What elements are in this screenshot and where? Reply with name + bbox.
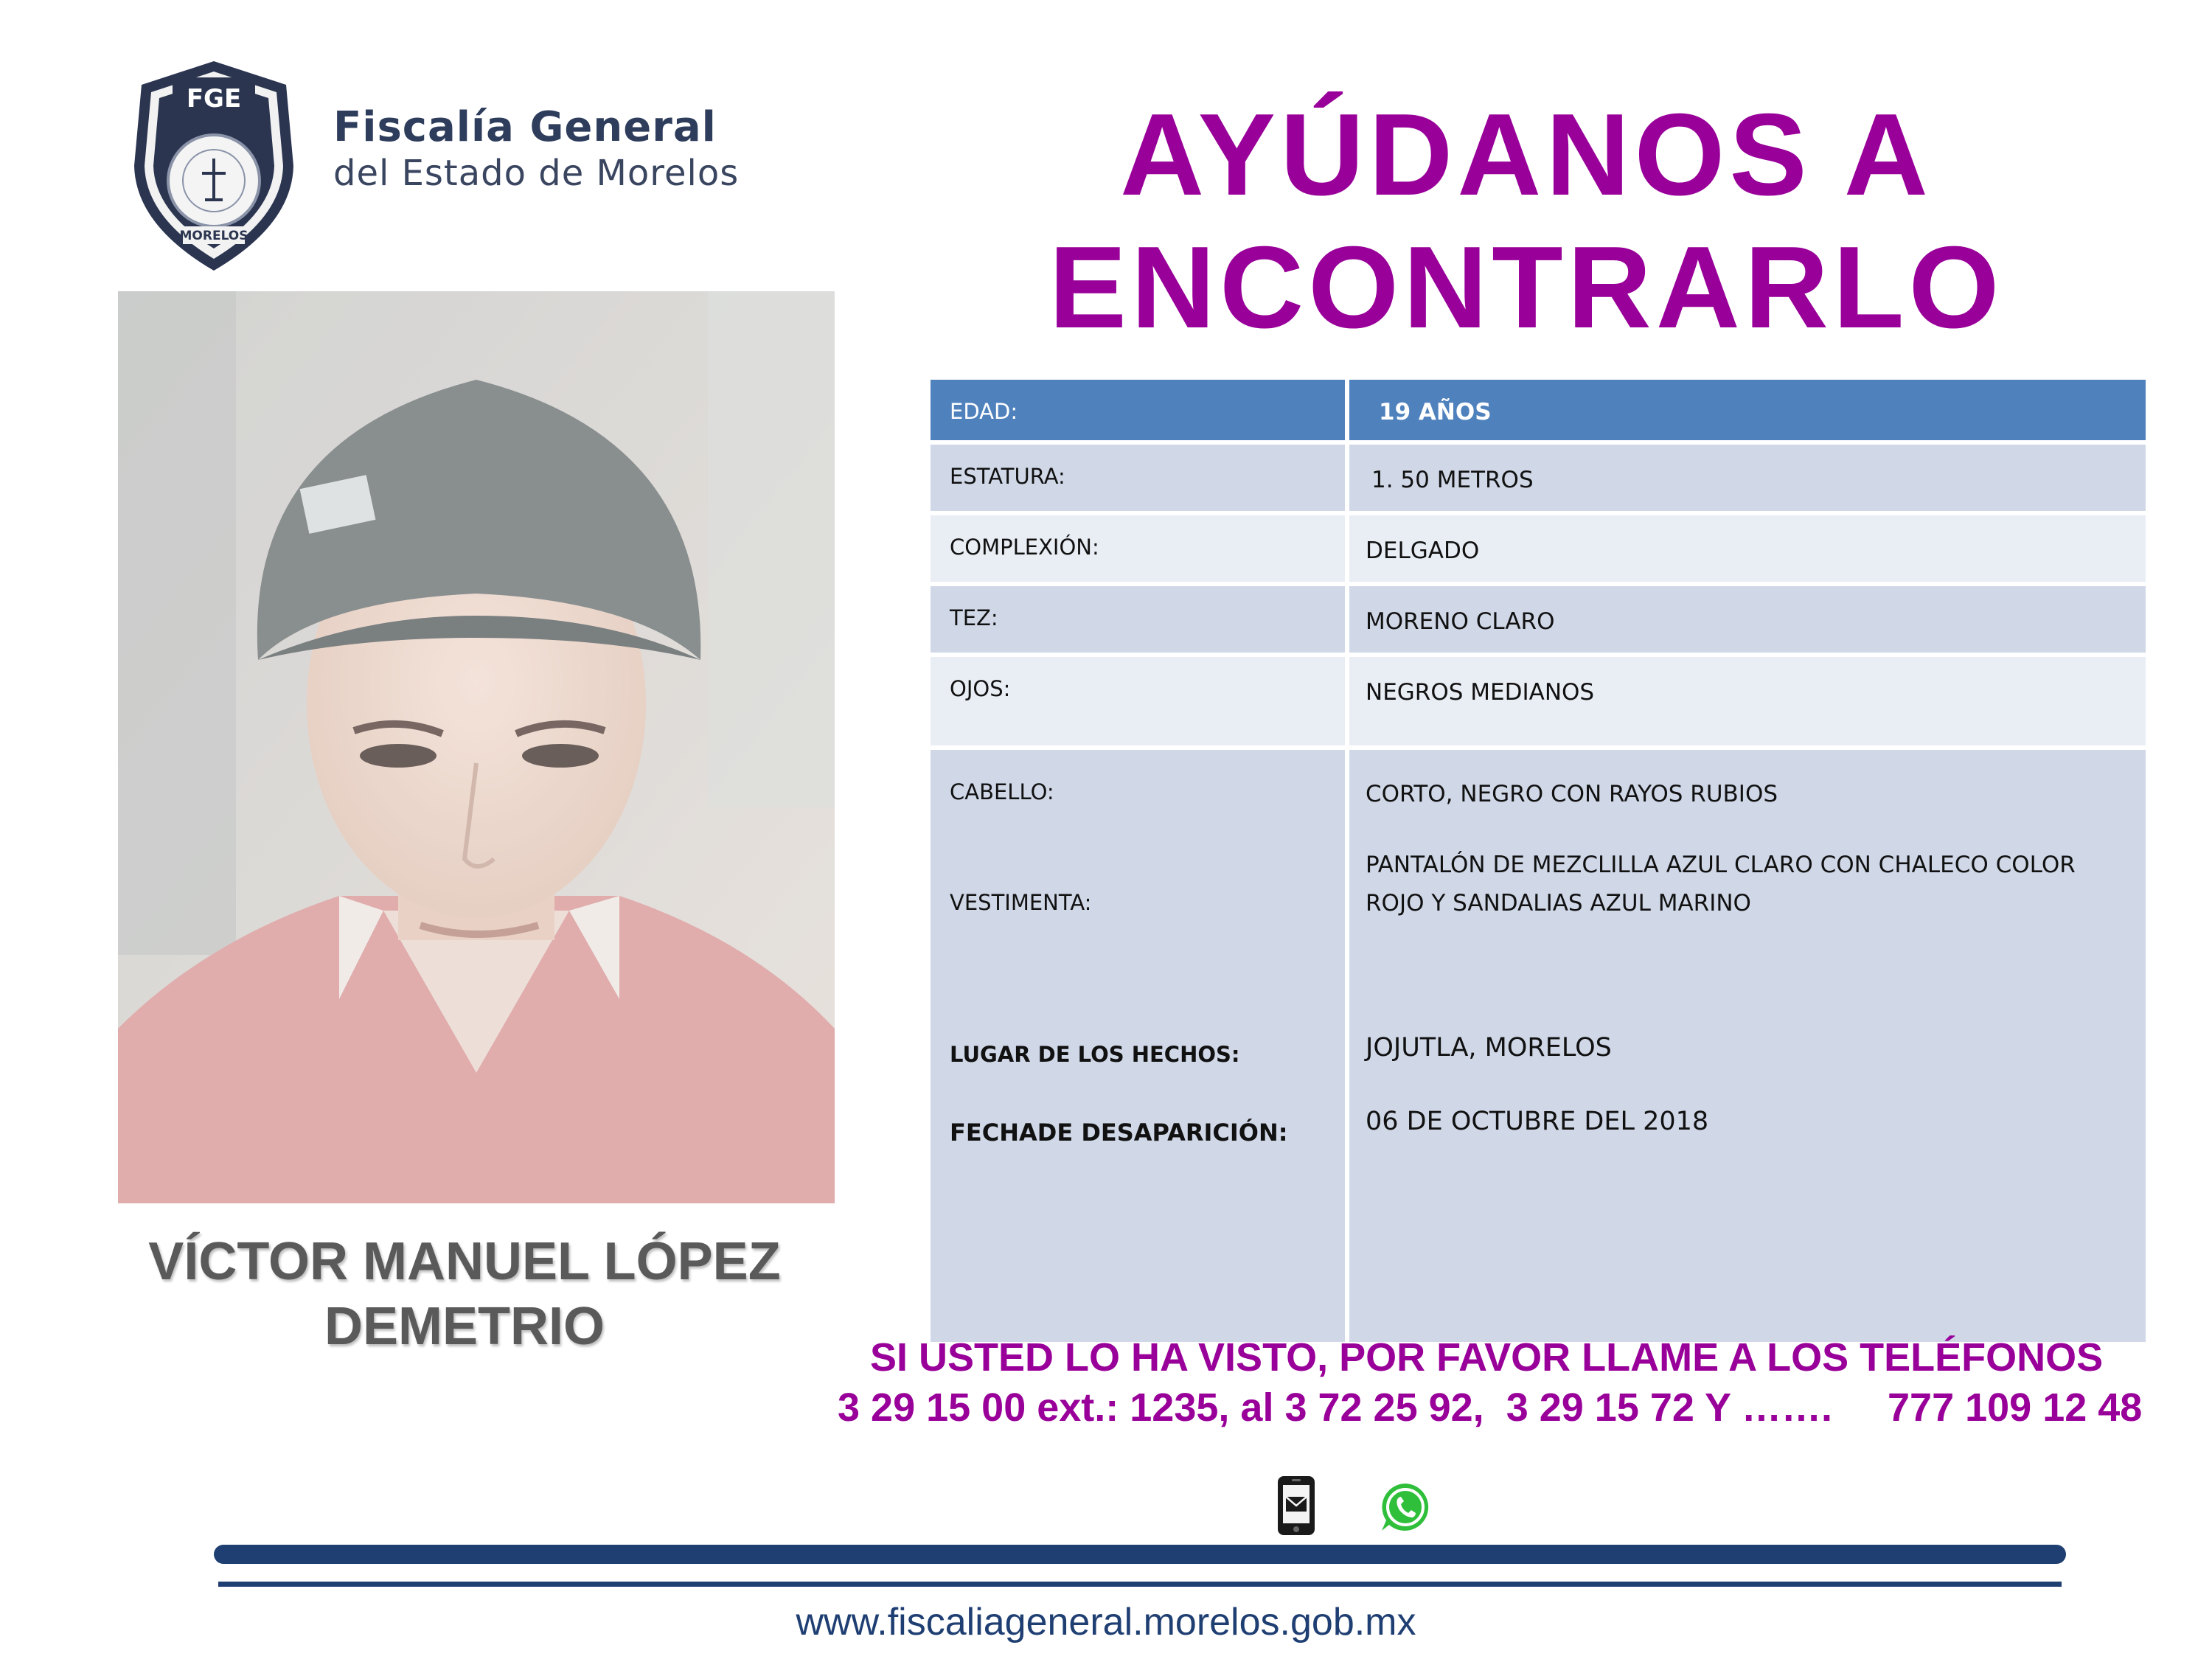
- logo-acronym: FGE: [186, 84, 242, 114]
- headline-line-1: AYÚDANOS A: [1120, 90, 1933, 220]
- table-row-build: [931, 515, 2146, 582]
- label-build: COMPLEXIÓN:: [950, 535, 1099, 560]
- person-name-line-1: VÍCTOR MANUEL LÓPEZ: [148, 1232, 781, 1291]
- value-build: DELGADO: [1366, 538, 1480, 564]
- label-age: EDAD:: [950, 399, 1018, 424]
- org-subtitle: del Estado de Morelos: [333, 153, 740, 194]
- footer-divider-thick: [214, 1545, 2066, 1564]
- contact-phones: 3 29 15 00 ext.: 1235, al 3 72 25 92, 3 29 15 72 Y ……. 777 109 12 48: [838, 1385, 2143, 1430]
- value-clothing-line-2: ROJO Y SANDALIAS AZUL MARINO: [1366, 890, 1751, 917]
- org-name: Fiscalía General: [333, 103, 717, 151]
- table-row-age: [931, 380, 2146, 440]
- value-eyes: NEGROS MEDIANOS: [1366, 679, 1595, 706]
- label-height: ESTATURA:: [950, 464, 1065, 489]
- missing-person-photo: [118, 291, 835, 1203]
- table-row-description: [931, 750, 2146, 1342]
- table-row-complexion: [931, 586, 2146, 653]
- label-date: FECHADE DESAPARICIÓN:: [950, 1119, 1288, 1147]
- whatsapp-icon: [1379, 1481, 1432, 1534]
- value-date: 06 DE OCTUBRE DEL 2018: [1366, 1107, 1709, 1136]
- value-hair: CORTO, NEGRO CON RAYOS RUBIOS: [1366, 781, 1778, 807]
- details-table: [931, 380, 2146, 1342]
- label-hair: CABELLO:: [950, 779, 1054, 804]
- table-row-eyes: [931, 657, 2146, 745]
- value-skin: MORENO CLARO: [1366, 608, 1555, 635]
- phone-message-icon: [1276, 1475, 1317, 1537]
- value-clothing-line-1: PANTALÓN DE MEZCLILLA AZUL CLARO CON CHALECO COLOR: [1366, 852, 2076, 878]
- label-location: LUGAR DE LOS HECHOS:: [950, 1042, 1240, 1067]
- value-age: 19 AÑOS: [1379, 399, 1492, 425]
- value-height: 1. 50 METROS: [1371, 467, 1534, 493]
- logo-seal-text: MORELOS: [179, 229, 248, 243]
- contact-instruction: SI USTED LO HA VISTO, POR FAVOR LLAME A LOS TELÉFONOS: [870, 1335, 2104, 1380]
- person-name-line-2: DEMETRIO: [324, 1297, 605, 1356]
- footer-divider-thin: [218, 1582, 2062, 1587]
- label-skin: TEZ:: [950, 605, 998, 630]
- value-location: JOJUTLA, MORELOS: [1366, 1033, 1612, 1062]
- fge-logo: [125, 55, 302, 276]
- label-eyes: OJOS:: [950, 676, 1011, 701]
- headline-line-2: ENCONTRARLO: [1048, 223, 2004, 352]
- label-clothing: VESTIMENTA:: [950, 890, 1092, 915]
- website-link[interactable]: www.fiscaliageneral.morelos.gob.mx: [796, 1601, 1416, 1644]
- table-row-height: [931, 445, 2146, 511]
